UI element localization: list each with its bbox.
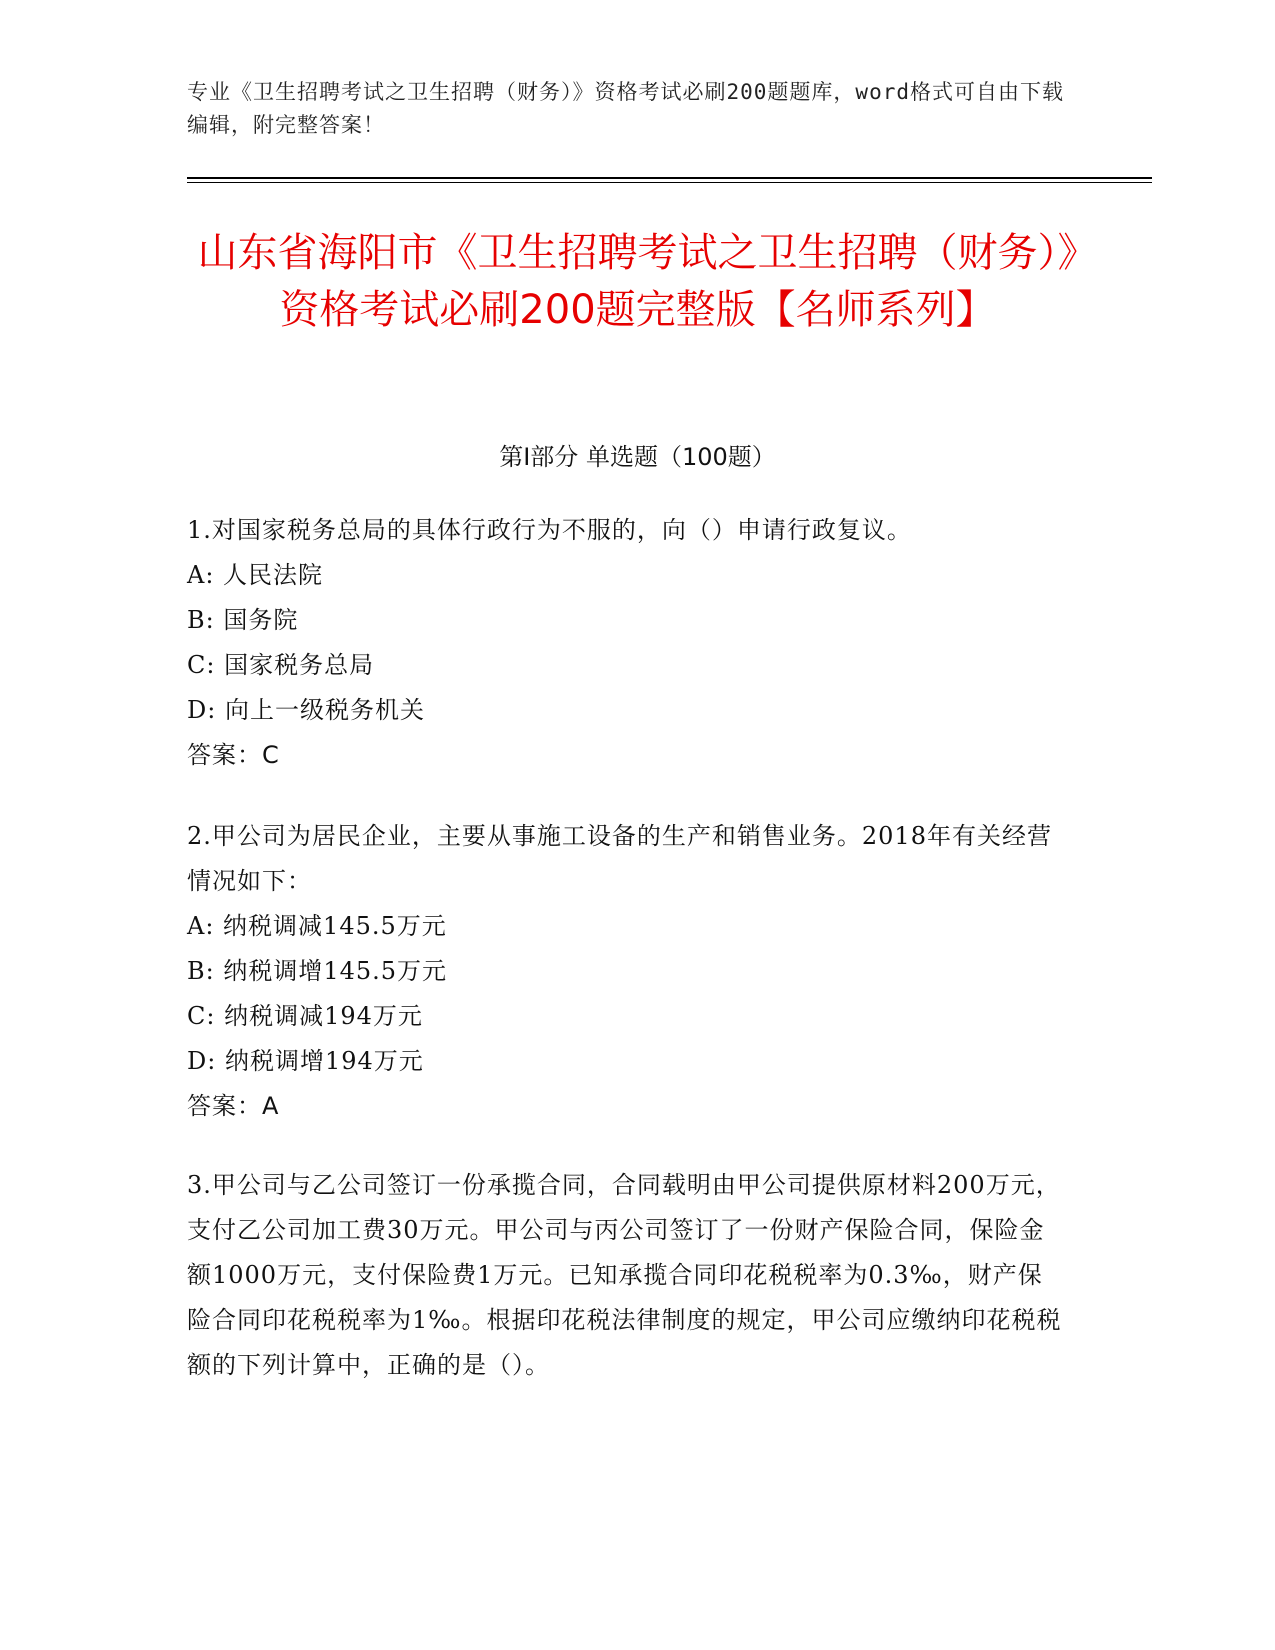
question-stem: 3.甲公司与乙公司签订一份承揽合同，合同载明由甲公司提供原材料200万元，支付乙公司加工费30万元。甲公司与丙公司签订了一份财产保险合同，保险金额1000万元，支付保险费1万元。已知承揽合同印花税税率为0.3‰，财产保险合同印花税税率为1‰。根据印花税法律制度的规定，甲公司应缴纳印花税税额的下列计算中，正确的是（）。 [187,1171,1062,1379]
document-title: 山东省海阳市《卫生招聘考试之卫生招聘（财务）》资格考试必刷200题完整版【名师系列】 [197,230,1078,333]
option-b: B: 纳税调增145.5万元 [187,957,448,985]
header-note: 专业《卫生招聘考试之卫生招聘（财务）》资格考试必刷200题题库，word格式可自由下载编辑，附完整答案！ [187,80,1064,137]
option-d: D: 纳税调增194万元 [187,1047,424,1075]
section-heading: 第Ⅰ部分 单选题（100题） [499,443,776,471]
question-1 [187,508,1067,778]
option-c: C: 纳税调减194万元 [187,1002,423,1030]
question-stem: 1.对国家税务总局的具体行政行为不服的，向（）申请行政复议。 [187,516,912,544]
option-c: C: 国家税务总局 [187,651,375,679]
question-3 [187,1163,1067,1388]
option-a: A: 人民法院 [187,561,324,589]
question-2 [187,814,1067,1129]
question-stem: 2.甲公司为居民企业，主要从事施工设备的生产和销售业务。2018年有关经营情况如下： [187,822,1052,895]
answer: 答案：A [187,1092,280,1120]
answer: 答案：C [187,741,280,769]
option-d: D: 向上一级税务机关 [187,696,425,724]
header-divider-thin [187,182,1152,183]
header-divider-thick [187,177,1152,179]
option-a: A: 纳税调减145.5万元 [187,912,447,940]
option-b: B: 国务院 [187,606,299,634]
